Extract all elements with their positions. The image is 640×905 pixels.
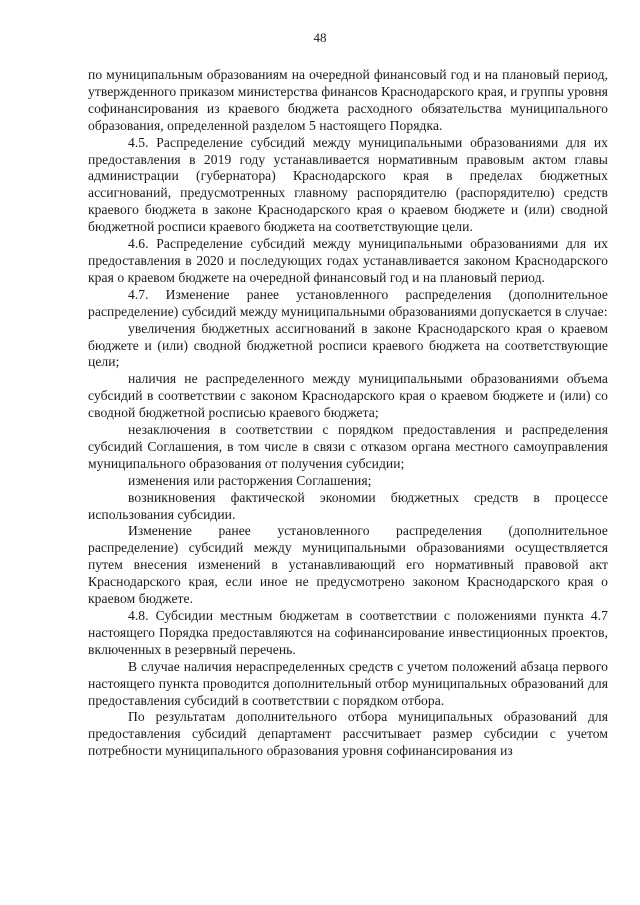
list-item-undistributed-volume: наличия не распределенного между муниципальными образованиями объема субсидий в соответствии с законом Краснодарского края о краевом бюджете и (или) со сводной бюджетной росписью краевого бюджета;	[88, 371, 608, 421]
document-body	[88, 67, 608, 760]
paragraph-4-5: 4.5. Распределение субсидий между муниципальными образованиями для их предоставления в 2019 году устанавливается нормативным правовым актом главы администрации (губернатора) Краснодарского края в пределах бюджетных ассигнований, предусмотренных главному распорядителю (распорядителю) средств краевого бюджета в законе Краснодарского края о краевом бюджете и (или) сводной бюджетной росписи краевого бюджета на соответствующие цели.	[88, 134, 608, 235]
paragraph-4-8: 4.8. Субсидии местным бюджетам в соответствии с положениями пункта 4.7 настоящего Порядка предоставляются на софинансирование инвестиционных проектов, включенных в резервный перечень.	[88, 608, 608, 657]
paragraph-continuation: по муниципальным образованиям на очередной финансовый год и на плановый период, утвержденного приказом министерства финансов Краснодарского края, и группы уровня софинансирования из краевого бюджета расходного обязательства муниципального образования, определенной разделом 5 настоящего Порядка.	[88, 67, 608, 133]
paragraph-4-7: 4.7. Изменение ранее установленного распределения (дополнительное распределение) субсидий между муниципальными образованиями допускается в случае:	[88, 286, 608, 319]
paragraph-selection-results: По результатам дополнительного отбора муниципальных образований для предоставления субсидий департамент рассчитывает размер субсидии с учетом потребности муниципального образования уровня софинансирования из	[88, 709, 608, 759]
page-number: 48	[313, 30, 327, 45]
list-item-agreement-change: изменения или расторжения Соглашения;	[128, 472, 372, 488]
paragraph-additional-selection: В случае наличия нераспределенных средств с учетом положений абзаца первого настоящего пункта проводится дополнительный отбор муниципальных образований для предоставления субсидий в соответствии с порядком отбора.	[88, 658, 608, 708]
list-item-agreement-not-concluded: незаключения в соответствии с порядком предоставления и распределения субсидий Соглашения, в том числе в связи с отказом органа местного самоуправления муниципального образования от получения субсидии;	[88, 422, 608, 471]
paragraph-4-6: 4.6. Распределение субсидий между муниципальными образованиями для их предоставления в 2020 и последующих годах устанавливается законом Краснодарского края о краевом бюджете на очередной финансовый год и на плановый период.	[88, 236, 608, 285]
list-item-budget-increase: увеличения бюджетных ассигнований в законе Краснодарского края о краевом бюджете и (или) сводной бюджетной росписи краевого бюджета на соответствующие цели;	[88, 320, 608, 370]
paragraph-distribution-change: Изменение ранее установленного распределения (дополнительное распределение) субсидий между муниципальными образованиями осуществляется путем внесения изменений в устанавливающий его нормативный правовой акт Краснодарского края, если иное не предусмотрено законом Краснодарского края о краевом бюджете.	[88, 523, 608, 607]
list-item-savings: возникновения фактической экономии бюджетных средств в процессе использования субсидии.	[88, 489, 608, 522]
